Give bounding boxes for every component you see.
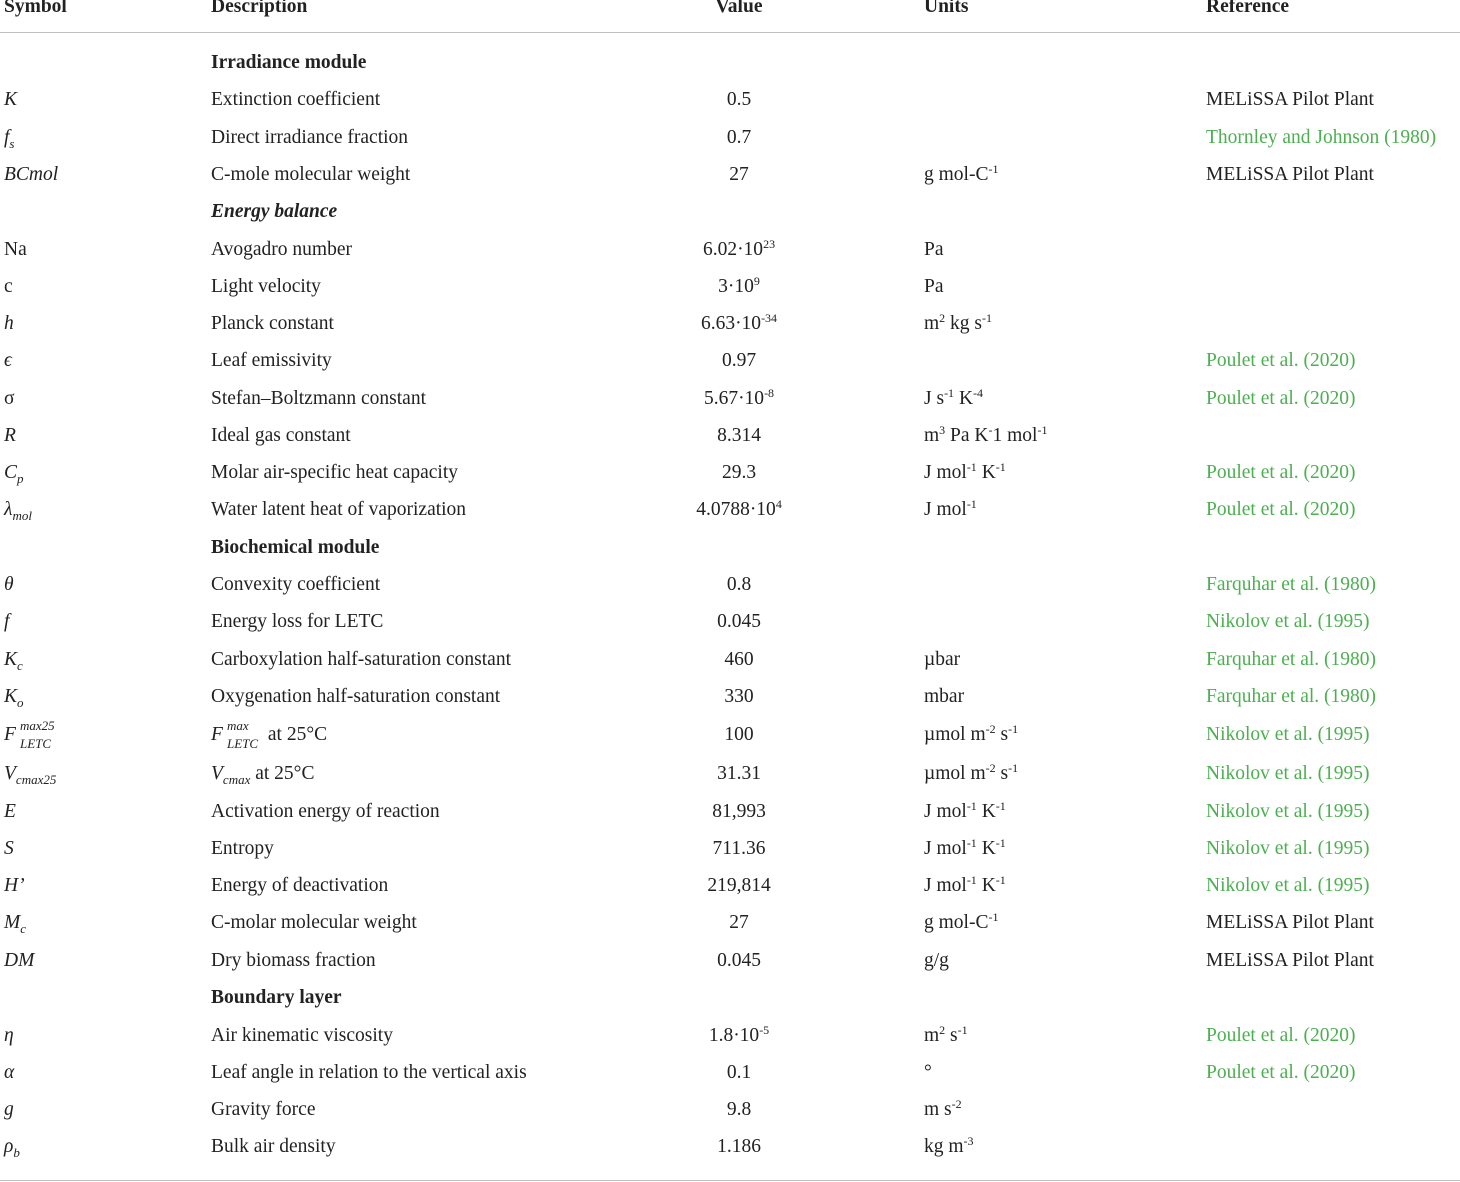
- reference-link[interactable]: Nikolov et al. (1995): [1206, 763, 1370, 784]
- units-cell: $m^2$ $s^{-1}$: [924, 1023, 968, 1046]
- value-cell: $6.02\cdot 10^{23}$: [702, 237, 776, 260]
- table-row: [0, 942, 1460, 979]
- description-cell: Extinction coefficient: [211, 89, 381, 110]
- symbol-cell: F max25 LETC: [4, 718, 55, 751]
- table-row: [0, 342, 1460, 379]
- symbol-cell: Na: [4, 239, 27, 260]
- description-cell: Molar air-specific heat capacity: [211, 462, 459, 483]
- reference-cell: MELiSSA Pilot Plant: [1206, 912, 1374, 933]
- value-cell: 31.31: [717, 763, 761, 784]
- symbol-cell: BCmol: [4, 164, 59, 185]
- description-cell: Gravity force: [211, 1099, 316, 1120]
- reference-link[interactable]: Nikolov et al. (1995): [1206, 724, 1370, 745]
- units-cell: µbar: [924, 649, 961, 670]
- header-description: Description: [211, 0, 308, 17]
- table-row: [0, 1128, 1460, 1165]
- units-cell: Pa: [924, 276, 944, 297]
- symbol-cell: $K_c$: [4, 649, 23, 673]
- description-cell: Convexity coefficient: [211, 574, 381, 595]
- units-cell: J mol$^{-1}$ $K^{-1}$: [924, 460, 1006, 483]
- units-cell: °: [924, 1062, 932, 1083]
- reference-link[interactable]: Thornley and Johnson (1980): [1206, 127, 1437, 148]
- table-row: [0, 119, 1460, 156]
- table-row: [0, 716, 1460, 753]
- table-row: [0, 830, 1460, 867]
- description-cell: $V_{cmax}$ at 25°C: [211, 763, 315, 787]
- symbol-cell: E: [4, 801, 16, 822]
- reference-link[interactable]: Farquhar et al. (1980): [1206, 649, 1377, 670]
- table-row: [0, 793, 1460, 830]
- symbol-cell: K: [4, 89, 18, 110]
- value-cell: 0.045: [717, 611, 761, 632]
- symbol-cell: $\rho_b$: [4, 1136, 20, 1160]
- value-cell: 100: [724, 724, 754, 745]
- value-cell: 0.1: [726, 1062, 752, 1083]
- reference-cell: MELiSSA Pilot Plant: [1206, 950, 1374, 971]
- table-row: [0, 755, 1460, 792]
- reference-cell: MELiSSA Pilot Plant: [1206, 164, 1374, 185]
- value-cell: 0.045: [717, 950, 761, 971]
- value-cell: 81,993: [712, 801, 766, 822]
- reference-link[interactable]: Poulet et al. (2020): [1206, 1062, 1356, 1083]
- description-cell: Entropy: [211, 838, 274, 859]
- units-cell: J mol$^{-1}$: [924, 497, 977, 520]
- description-cell: Energy of deactivation: [211, 875, 389, 896]
- value-cell: 27: [729, 164, 749, 185]
- table-row: [0, 678, 1460, 715]
- description-cell: Stefan–Boltzmann constant: [211, 388, 426, 409]
- table-header: [0, 0, 1460, 33]
- description-cell: Air kinematic viscosity: [211, 1025, 393, 1046]
- symbol-cell: η: [4, 1025, 14, 1046]
- section-title: Biochemical module: [211, 537, 380, 558]
- units-cell: m $s^{-2}$: [924, 1097, 962, 1120]
- table-row: [0, 380, 1460, 417]
- table-row: [0, 1091, 1460, 1128]
- units-cell: Pa: [924, 239, 944, 260]
- symbol-cell: $f_s$: [4, 127, 15, 151]
- reference-link[interactable]: Nikolov et al. (1995): [1206, 838, 1370, 859]
- units-cell: $m^3$ Pa K-1 mol$^{-1}$: [924, 423, 1048, 446]
- reference-link[interactable]: Nikolov et al. (1995): [1206, 611, 1370, 632]
- description-cell: Direct irradiance fraction: [211, 127, 409, 148]
- symbol-cell: H’: [4, 875, 25, 896]
- reference-link[interactable]: Farquhar et al. (1980): [1206, 686, 1377, 707]
- value-cell: 460: [724, 649, 754, 670]
- description-cell: Carboxylation half-saturation constant: [211, 649, 512, 670]
- value-cell: $5.67\cdot 10^{-8}$: [703, 386, 775, 409]
- description-cell: Oxygenation half-saturation constant: [211, 686, 501, 707]
- bottom-rule: [0, 1180, 1460, 1181]
- units-cell: J mol$^{-1}$ $K^{-1}$: [924, 799, 1006, 822]
- value-cell: 29.3: [721, 462, 757, 483]
- reference-link[interactable]: Poulet et al. (2020): [1206, 499, 1356, 520]
- symbol-cell: $V_{cmax25}$: [4, 763, 57, 787]
- description-cell: C-molar molecular weight: [211, 912, 417, 933]
- description-cell: Avogadro number: [211, 239, 352, 260]
- symbol-cell: g: [4, 1099, 14, 1120]
- table-row: [0, 156, 1460, 193]
- value-cell: $6.63\cdot 10^{-34}$: [700, 311, 778, 334]
- section-row: [0, 193, 1460, 230]
- table-row: [0, 904, 1460, 941]
- table-row: [0, 454, 1460, 491]
- symbol-cell: ϵ: [4, 350, 12, 371]
- reference-link[interactable]: Poulet et al. (2020): [1206, 388, 1356, 409]
- value-cell: 0.8: [726, 574, 752, 595]
- reference-link[interactable]: Nikolov et al. (1995): [1206, 801, 1370, 822]
- header-symbol: Symbol: [4, 0, 67, 17]
- units-cell: kg $m^{-3}$: [924, 1134, 974, 1157]
- description-cell: C-mole molecular weight: [211, 164, 411, 185]
- units-cell: $m^2$ kg $s^{-1}$: [924, 311, 993, 334]
- section-row: [0, 529, 1460, 566]
- symbol-cell: S: [4, 838, 14, 859]
- value-cell: 0.5: [726, 89, 752, 110]
- symbol-cell: $K_o$: [4, 686, 24, 710]
- table-row: [0, 641, 1460, 678]
- symbol-cell: $\lambda_{mol}$: [4, 499, 32, 523]
- symbol-cell: R: [4, 425, 16, 446]
- reference-link[interactable]: Poulet et al. (2020): [1206, 1025, 1356, 1046]
- value-cell: 27: [729, 912, 749, 933]
- symbol-cell: $C_p$: [4, 462, 24, 486]
- section-title: Irradiance module: [211, 52, 367, 73]
- value-cell: $4.0788\cdot 10^4$: [696, 497, 782, 520]
- symbol-cell: $M_c$: [4, 912, 27, 936]
- table-row: [0, 417, 1460, 454]
- section-title: Energy balance: [211, 201, 338, 222]
- units-cell: µmol $m^{-2}$ $s^{-1}$: [924, 761, 1019, 784]
- description-cell: Ideal gas constant: [211, 425, 351, 446]
- units-cell: J mol$^{-1}$ $K^{-1}$: [924, 873, 1006, 896]
- symbol-cell: α: [4, 1062, 15, 1083]
- reference-cell: MELiSSA Pilot Plant: [1206, 89, 1374, 110]
- description-cell: Bulk air density: [211, 1136, 336, 1157]
- value-cell: 1.186: [717, 1136, 761, 1157]
- value-cell: 0.97: [721, 350, 757, 371]
- reference-link[interactable]: Poulet et al. (2020): [1206, 462, 1356, 483]
- table-row: [0, 305, 1460, 342]
- description-cell: Dry biomass fraction: [211, 950, 376, 971]
- value-cell: 0.7: [726, 127, 752, 148]
- units-cell: g mol-$C^{-1}$: [924, 162, 999, 185]
- header-value: Value: [715, 0, 763, 17]
- description-cell: Energy loss for LETC: [211, 611, 384, 632]
- section-row: [0, 979, 1460, 1016]
- description-cell: Water latent heat of vaporization: [211, 499, 467, 520]
- description-cell: F max LETC at 25°C: [211, 718, 328, 751]
- description-cell: Light velocity: [211, 276, 321, 297]
- section-title: Boundary layer: [211, 987, 342, 1008]
- table-row: [0, 566, 1460, 603]
- description-cell: Planck constant: [211, 313, 334, 334]
- value-cell: 711.36: [712, 838, 766, 859]
- table-row: [0, 867, 1460, 904]
- reference-link[interactable]: Poulet et al. (2020): [1206, 350, 1356, 371]
- symbol-cell: c: [4, 276, 13, 297]
- value-cell: 330: [724, 686, 754, 707]
- symbol-cell: h: [4, 313, 14, 334]
- units-cell: g mol-$C^{-1}$: [924, 910, 999, 933]
- table-row: [0, 491, 1460, 528]
- description-cell: Leaf angle in relation to the vertical axis: [211, 1062, 527, 1083]
- units-cell: mbar: [924, 686, 965, 707]
- value-cell: 219,814: [707, 875, 771, 896]
- units-cell: J mol$^{-1}$ $K^{-1}$: [924, 836, 1006, 859]
- units-cell: µmol $m^{-2}$ $s^{-1}$: [924, 722, 1019, 745]
- table-row: [0, 1054, 1460, 1091]
- units-cell: g/g: [924, 950, 949, 971]
- value-cell: 8.314: [717, 425, 761, 446]
- header-units: Units: [924, 0, 969, 17]
- table-row: [0, 1017, 1460, 1054]
- value-cell: 9.8: [726, 1099, 752, 1120]
- units-cell: J $s^{-1}$ $K^{-4}$: [924, 386, 984, 409]
- symbol-cell: DM: [4, 950, 35, 971]
- reference-link[interactable]: Nikolov et al. (1995): [1206, 875, 1370, 896]
- table-row: [0, 81, 1460, 118]
- symbol-cell: θ: [4, 574, 14, 595]
- symbol-cell: σ: [4, 388, 15, 409]
- symbol-cell: f: [4, 611, 10, 632]
- table-row: [0, 603, 1460, 640]
- description-cell: Leaf emissivity: [211, 350, 332, 371]
- value-cell: $3\cdot 10^9$: [718, 274, 760, 297]
- reference-link[interactable]: Farquhar et al. (1980): [1206, 574, 1377, 595]
- table-row: [0, 231, 1460, 268]
- description-cell: Activation energy of reaction: [211, 801, 440, 822]
- value-cell: $1.8\cdot 10^{-5}$: [708, 1023, 770, 1046]
- table-row: [0, 268, 1460, 305]
- section-row: [0, 44, 1460, 81]
- header-reference: Reference: [1206, 0, 1289, 17]
